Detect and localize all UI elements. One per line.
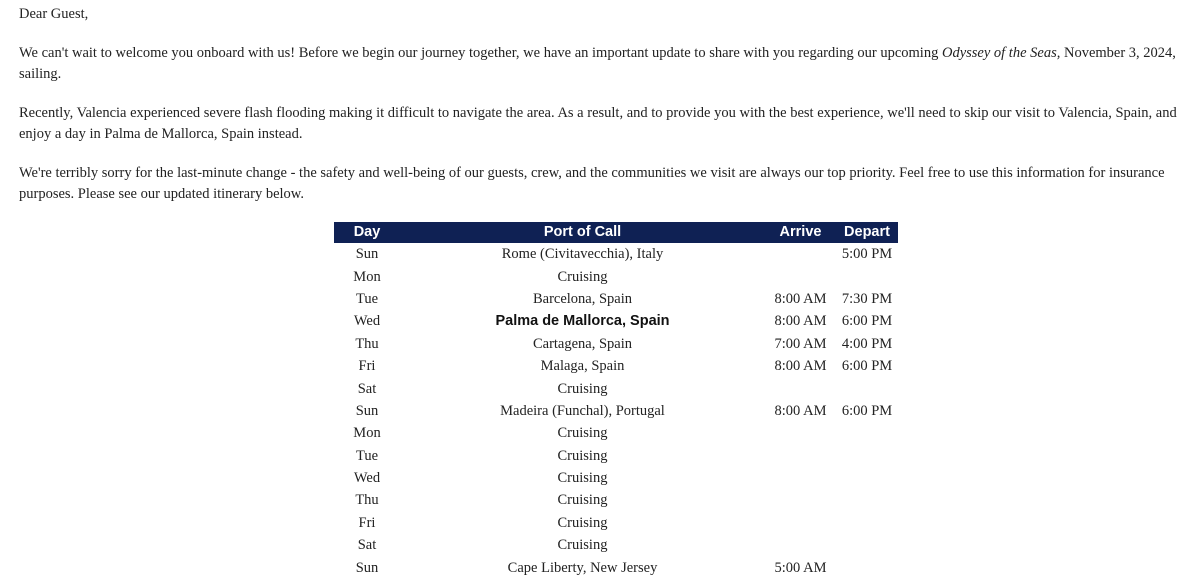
intro-text-before: We can't wait to welcome you onboard with us! Before we begin our journey together, we have an important update to share with you regarding our upcoming: [19, 45, 942, 61]
cell-depart: [836, 512, 898, 534]
cell-arrive: [765, 265, 836, 287]
cell-port: Cruising: [557, 470, 608, 487]
cell-day: Sat: [357, 380, 377, 397]
itinerary-row: [334, 489, 898, 511]
cell-port: Rome (Civitavecchia), Italy: [501, 246, 664, 263]
paragraph-flooding-update: Recently, Valencia experienced severe flash flooding making it difficult to navigate the area. As a result, and to provide you with the best experience, we'll need to skip our visit to Valencia, Spain, and enjoy a day in Palma de Mallorca, Spain instead.: [19, 105, 1177, 142]
cell-day: Wed: [353, 313, 381, 330]
cell-depart: 5:00 PM: [841, 246, 893, 263]
cell-day: Sat: [357, 537, 377, 554]
cell-depart: [836, 534, 898, 556]
cell-arrive: [765, 243, 836, 265]
itinerary-row: [334, 445, 898, 467]
cell-day: Sun: [355, 246, 379, 263]
cell-port: Cruising: [557, 380, 608, 397]
itinerary-row: [334, 288, 898, 310]
header-port: Port of Call: [400, 222, 765, 243]
intro-text-after: November 3, 2024, sailing.: [19, 45, 1176, 82]
itinerary-row: [334, 534, 898, 556]
cell-day: Fri: [358, 514, 376, 531]
greeting: Dear Guest,: [19, 6, 89, 22]
cell-port: Cruising: [557, 537, 608, 554]
cell-day: Thu: [355, 492, 379, 509]
cell-day: Sun: [355, 559, 379, 576]
itinerary-row: [334, 377, 898, 399]
header-arrive: Arrive: [765, 222, 836, 243]
cell-port: Cruising: [557, 514, 608, 531]
paragraph-intro: [19, 43, 1184, 85]
cell-port: Malaga, Spain: [540, 358, 625, 375]
cell-arrive: [765, 445, 836, 467]
itinerary-row: [334, 265, 898, 287]
cell-day: Fri: [358, 358, 376, 375]
cell-depart: [836, 422, 898, 444]
itinerary-row: [334, 243, 898, 265]
cell-day: Mon: [353, 425, 381, 442]
cell-depart: [836, 377, 898, 399]
cell-depart: 6:00 PM: [841, 402, 893, 419]
ship-name: Odyssey of the Seas,: [941, 45, 1061, 61]
cell-depart: 4:00 PM: [841, 335, 893, 352]
cell-arrive: [765, 512, 836, 534]
cell-arrive: [765, 534, 836, 556]
cell-day: Tue: [355, 447, 379, 464]
cell-depart: [836, 445, 898, 467]
itinerary-body: [334, 243, 898, 579]
cell-arrive: 7:00 AM: [774, 335, 827, 352]
cell-port: Palma de Mallorca, Spain: [495, 313, 670, 330]
itinerary-row: [334, 400, 898, 422]
cell-port: Madeira (Funchal), Portugal: [500, 402, 665, 419]
cell-port: Cruising: [557, 492, 608, 509]
cell-depart: [836, 265, 898, 287]
cell-day: Tue: [355, 290, 379, 307]
cell-depart: 7:30 PM: [841, 290, 893, 307]
cell-depart: [836, 556, 898, 578]
itinerary-row: [334, 333, 898, 355]
cell-arrive: [765, 422, 836, 444]
cell-day: Wed: [353, 470, 381, 487]
cell-depart: [836, 489, 898, 511]
cell-day: Sun: [355, 402, 379, 419]
header-depart: Depart: [836, 222, 898, 243]
cell-depart: [836, 467, 898, 489]
cell-arrive: [765, 377, 836, 399]
header-row: [334, 222, 898, 243]
itinerary-table: [334, 222, 898, 579]
cell-port: Barcelona, Spain: [532, 290, 633, 307]
cell-arrive: 8:00 AM: [774, 290, 827, 307]
cell-arrive: [765, 489, 836, 511]
cell-arrive: 8:00 AM: [774, 313, 827, 330]
cell-port: Cruising: [557, 268, 608, 285]
cell-port: Cruising: [557, 425, 608, 442]
paragraph-apology: We're terribly sorry for the last-minute change - the safety and well-being of our guests, crew, and the communities we visit are always our top priority. Feel free to use this information for insurance purposes. Please see our updated itinerary below.: [19, 165, 1165, 202]
itinerary-row: [334, 556, 898, 578]
itinerary-row: [334, 355, 898, 377]
cell-arrive: 8:00 AM: [774, 358, 827, 375]
header-day: Day: [334, 222, 400, 243]
cell-port: Cartagena, Spain: [532, 335, 633, 352]
itinerary-row: [334, 467, 898, 489]
itinerary-row: [334, 422, 898, 444]
cell-port: Cruising: [557, 447, 608, 464]
cell-port: Cape Liberty, New Jersey: [507, 559, 658, 576]
cell-day: Mon: [353, 268, 381, 285]
cell-arrive: 5:00 AM: [774, 559, 827, 576]
cell-depart: 6:00 PM: [841, 313, 893, 330]
cell-arrive: 8:00 AM: [774, 402, 827, 419]
itinerary-row: [334, 310, 898, 332]
itinerary-row: [334, 512, 898, 534]
email-letter: [19, 0, 1184, 205]
cell-depart: 6:00 PM: [841, 358, 893, 375]
itinerary-header: [334, 222, 898, 243]
cell-arrive: [765, 467, 836, 489]
cell-day: Thu: [355, 335, 379, 352]
